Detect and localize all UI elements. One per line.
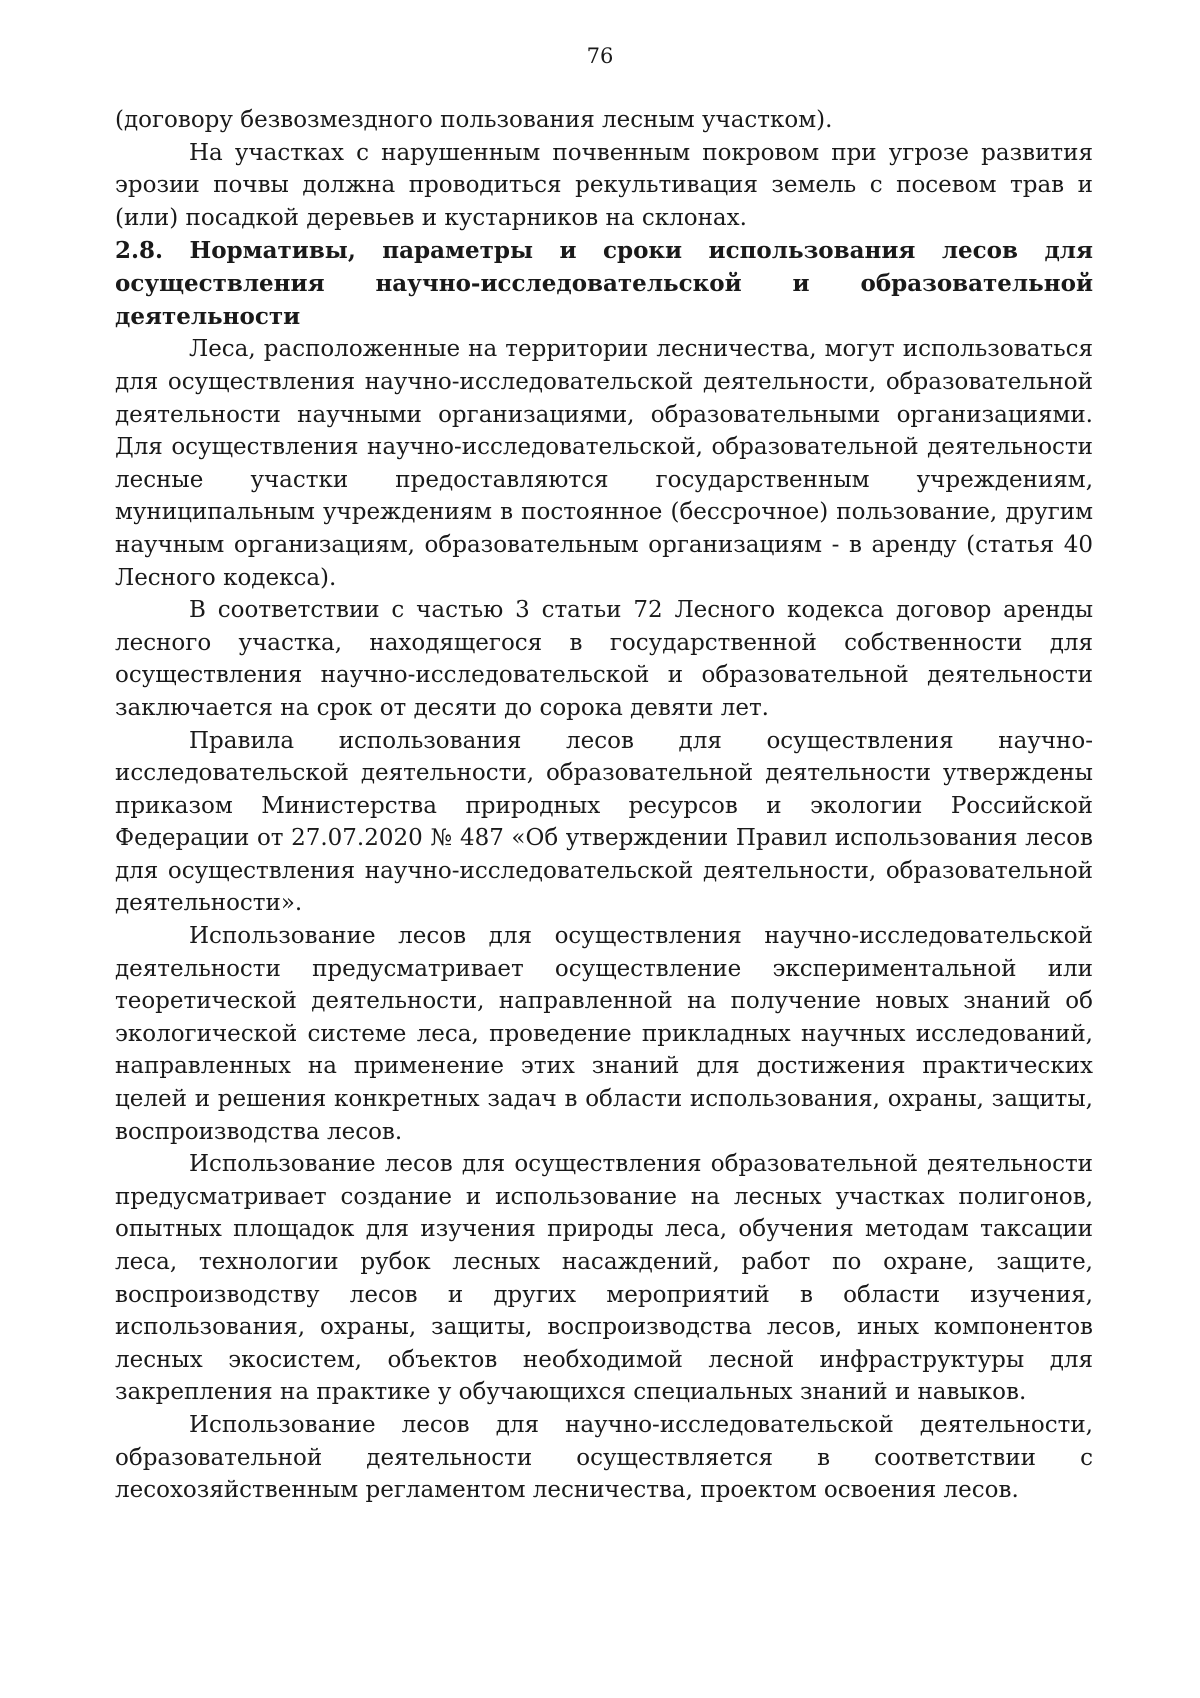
page-number: 76 [586, 44, 614, 68]
paragraph-research-use: Использование лесов для осуществления научно-исследовательской деятельности предусматривает осуществление экспериментальной или теоретической деятельности, направленной на получение новых знаний об экологической системе леса, проведение прикладных научных исследований, направленных на применение этих знаний для достижения практических целей и решения конкретных задач в области использования, охраны, защиты, воспроизводства лесов. [115, 923, 1093, 1145]
document-body [115, 104, 1093, 1507]
paragraph-rules-order: Правила использования лесов для осуществления научно-исследовательской деятельности, образовательной деятельности утверждены приказом Министерства природных ресурсов и экологии Российской Федерации от 27.07.2020 № 487 «Об утверждении Правил использования лесов для осуществления научно-исследовательской деятельности, образовательной деятельности». [115, 727, 1093, 917]
paragraph-forest-use: Леса, расположенные на территории лесничества, могут использоваться для осуществления научно-исследовательской деятельности, образовательной деятельности научными организациями, образовательными организациями. Для осуществления научно-исследовательской, образовательной деятельности лесные участки предоставляются государственным учреждениям, муниципальным учреждениям в постоянное (бессрочное) пользование, другим научным организациям, образовательным организациям - в аренду (статья 40 Лесного кодекса). [115, 336, 1093, 591]
section-heading: 2.8. Нормативы, параметры и сроки использования лесов для осуществления научно-исследовательской и образовательной деятельности [115, 237, 1093, 331]
continuation-text: (договору безвозмездного пользования лесным участком). [115, 107, 833, 133]
paragraph-regulation: Использование лесов для научно-исследовательской деятельности, образовательной деятельности осуществляется в соответствии с лесохозяйственным регламентом лесничества, проектом освоения лесов. [115, 1411, 1093, 1504]
paragraph-lease-term: В соответствии с частью 3 статьи 72 Лесного кодекса договор аренды лесного участка, находящегося в государственной собственности для осуществления научно-исследовательской и образовательной деятельности заключается на срок от десяти до сорока девяти лет. [115, 597, 1093, 721]
erosion-paragraph: На участках с нарушенным почвенным покровом при угрозе развития эрозии почвы должна проводиться рекультивация земель с посевом трав и (или) посадкой деревьев и кустарников на склонах. [115, 139, 1093, 231]
paragraph-education-use: Использование лесов для осуществления образовательной деятельности предусматривает создание и использование на лесных участках полигонов, опытных площадок для изучения природы леса, обучения методам таксации леса, технологии рубок лесных насаждений, работ по охране, защите, воспроизводству лесов и других мероприятий в области изучения, использования, охраны, защиты, воспроизводства лесов, иных компонентов лесных экосистем, объектов необходимой лесной инфраструктуры для закрепления на практике у обучающихся специальных знаний и навыков. [115, 1151, 1093, 1406]
